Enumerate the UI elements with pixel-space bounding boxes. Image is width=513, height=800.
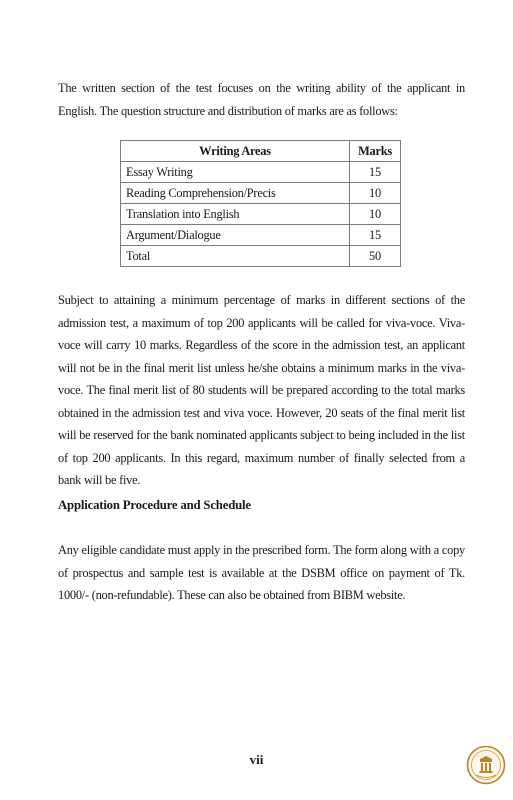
institution-seal-icon (466, 745, 506, 785)
table-row (121, 225, 401, 246)
writing-area-cell: Total (121, 246, 350, 267)
marks-distribution-table (120, 140, 401, 267)
table-header-row (121, 141, 401, 162)
table-row (121, 204, 401, 225)
intro-paragraph: The written section of the test focuses on the writing ability of the applicant in English. The question structure and distribution of marks are as follows: (58, 81, 465, 118)
writing-area-cell: Argument/Dialogue (121, 225, 350, 246)
writing-area-cell: Translation into English (121, 204, 350, 225)
marks-cell: 15 (350, 225, 401, 246)
column-header-marks: Marks (350, 141, 401, 162)
column-header-writing-areas: Writing Areas (121, 141, 350, 162)
table-row (121, 183, 401, 204)
table-row-total (121, 246, 401, 267)
selection-paragraph: Subject to attaining a minimum percentage of marks in different sections of the admission test, a maximum of top 200 applicants will be called for viva-voce. Viva-voce will carry 10 marks. Regardless of the score in the admission test, an applicant will not be in the final merit list unless he/she obtains a minimum marks in the viva-voce. The final merit list of 80 students will be prepared according to the total marks obtained in the admission test and viva voce. However, 20 seats of the final merit list will be reserved for the bank nominated applicants subject to being included in the list of top 200 applicants. In this regard, maximum number of finally selected from a bank will be five. (58, 293, 465, 487)
marks-cell: 15 (350, 162, 401, 183)
marks-cell: 10 (350, 204, 401, 225)
writing-area-cell: Reading Comprehension/Precis (121, 183, 350, 204)
procedure-paragraph: Any eligible candidate must apply in the prescribed form. The form along with a copy of prospectus and sample test is available at the DSBM office on payment of Tk. 1000/- (non-refundable). These can also be obtained from BIBM website. (58, 543, 465, 602)
table-row (121, 162, 401, 183)
section-heading: Application Procedure and Schedule (58, 498, 251, 512)
marks-cell: 10 (350, 183, 401, 204)
page-number: vii (249, 752, 264, 767)
writing-area-cell: Essay Writing (121, 162, 350, 183)
marks-cell: 50 (350, 246, 401, 267)
